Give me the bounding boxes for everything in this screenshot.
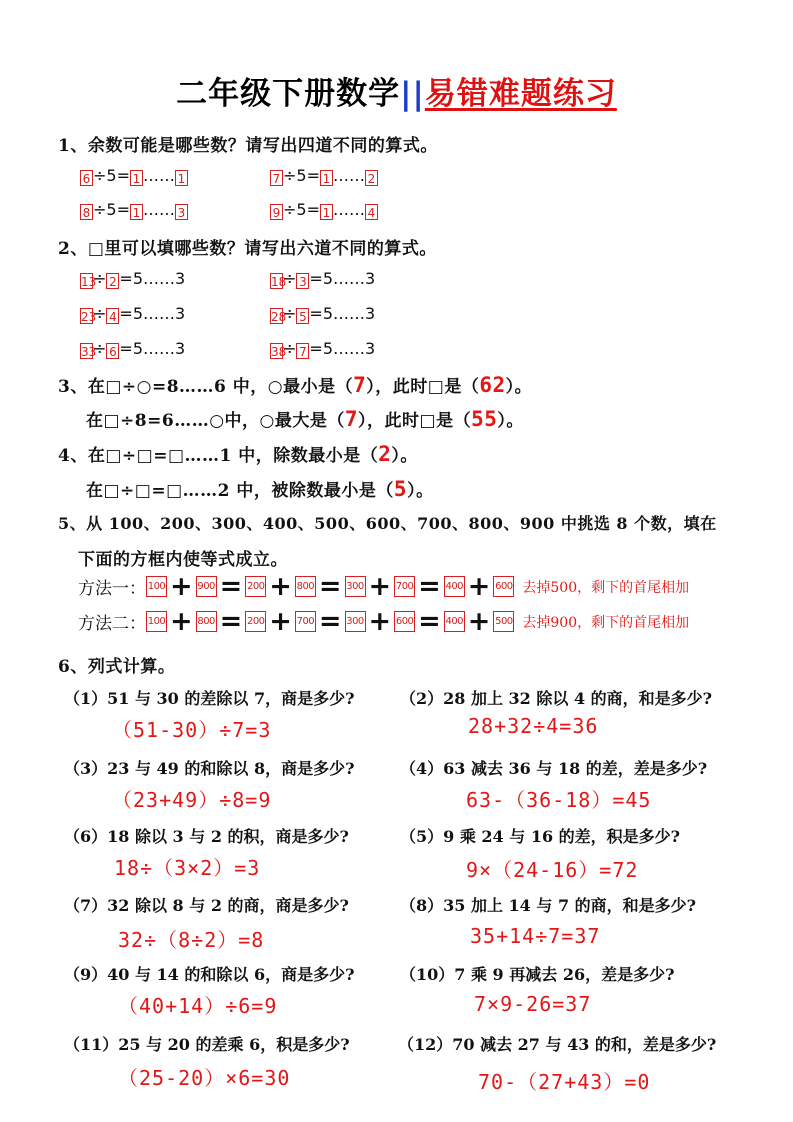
q2-item bbox=[270, 304, 375, 324]
sub-question: （11）25 与 20 的差乘 6，积是多少? bbox=[64, 1035, 350, 1054]
answer-box: 3 bbox=[296, 273, 309, 289]
answer-box: 4 bbox=[106, 308, 119, 324]
q2-item bbox=[80, 304, 185, 324]
equation-text: ÷ bbox=[93, 269, 107, 288]
question-text: 在□÷8=6……○中，○最大是（ bbox=[86, 411, 345, 431]
number-box: 600 bbox=[493, 576, 514, 597]
equation-text: …… bbox=[333, 200, 365, 219]
sub-answer: 35+14÷7=37 bbox=[470, 924, 601, 948]
number-box: 500 bbox=[493, 611, 514, 632]
title-separator: || bbox=[400, 76, 425, 112]
q2-item bbox=[270, 269, 375, 289]
equation-text: …… bbox=[143, 166, 175, 185]
answer-box: 9 bbox=[270, 204, 283, 220]
plus-sign: + bbox=[170, 571, 193, 602]
question-text: 3、在□÷○=8……6 中，○最小是（ bbox=[58, 377, 354, 397]
sub-question: （2）28 加上 32 除以 4 的商，和是多少? bbox=[400, 689, 713, 708]
equation-text: ÷5= bbox=[93, 200, 130, 219]
equation-text: =5……3 bbox=[119, 339, 186, 358]
number-box: 700 bbox=[295, 611, 316, 632]
answer-box: 1 bbox=[320, 204, 333, 220]
equation-text: =5……3 bbox=[309, 269, 376, 288]
equation-text: =5……3 bbox=[119, 304, 186, 323]
question-text: ），此时□是（ bbox=[366, 377, 480, 397]
answer-box: 18 bbox=[271, 275, 287, 289]
title-main: 二年级下册数学 bbox=[176, 76, 401, 112]
page-title bbox=[0, 68, 793, 113]
number-box: 900 bbox=[196, 576, 217, 597]
question-text: ）。 bbox=[407, 481, 434, 501]
question-3-line-2 bbox=[86, 406, 524, 431]
sub-question: （1）51 与 30 的差除以 7，商是多少? bbox=[64, 689, 355, 708]
equals-sign: = bbox=[318, 606, 342, 637]
method-note: 去掉500，剩下的首尾相加 bbox=[522, 579, 690, 596]
equation-text: …… bbox=[333, 166, 365, 185]
number-box: 800 bbox=[196, 611, 217, 632]
answer-box: 33 bbox=[81, 345, 97, 359]
equals-sign: = bbox=[418, 571, 441, 602]
answer-box: 5 bbox=[296, 308, 309, 324]
answer-box: 7 bbox=[296, 343, 309, 359]
sub-answer: 18÷（3×2）=3 bbox=[114, 856, 261, 880]
question-5-line-1: 5、从 100、200、300、400、500、600、700、800、900 中挑选 8 个数，填在 bbox=[58, 514, 717, 533]
sub-question: （5）9 乘 24 与 16 的差，积是多少? bbox=[400, 827, 681, 846]
equation-text: =5……3 bbox=[309, 304, 376, 323]
sub-answer: 32÷（8÷2）=8 bbox=[118, 928, 265, 952]
number-box: 100 bbox=[146, 576, 167, 597]
q1-item bbox=[270, 166, 378, 186]
answer-box: 8 bbox=[80, 204, 93, 220]
question-1: 1、余数可能是哪些数？请写出四道不同的算式。 bbox=[58, 136, 438, 156]
equals-sign: = bbox=[219, 606, 243, 637]
answer-box: 6 bbox=[106, 343, 119, 359]
equation-text: ÷ bbox=[283, 269, 297, 288]
answer-box: 1 bbox=[130, 170, 143, 186]
q1-item bbox=[80, 200, 188, 220]
equation-text: ÷ bbox=[283, 304, 297, 323]
sub-question: （10）7 乘 9 再减去 26，差是多少? bbox=[400, 965, 675, 984]
sub-question: （9）40 与 14 的和除以 6，商是多少? bbox=[64, 965, 355, 984]
plus-sign: + bbox=[467, 571, 491, 602]
number-box: 300 bbox=[345, 611, 366, 632]
number-box: 200 bbox=[245, 576, 266, 597]
answer-value: 62 bbox=[479, 373, 506, 397]
equals-sign: = bbox=[219, 571, 243, 602]
plus-sign: + bbox=[170, 606, 193, 637]
q2-item bbox=[270, 339, 375, 359]
equation-text: ÷ bbox=[93, 304, 107, 323]
method-note: 去掉900，剩下的首尾相加 bbox=[522, 614, 690, 631]
question-text: ）。 bbox=[391, 446, 418, 466]
answer-box: 7 bbox=[270, 170, 283, 186]
sub-question: （6）18 除以 3 与 2 的积，商是多少? bbox=[64, 827, 349, 846]
sub-question: （3）23 与 49 的和除以 8，商是多少? bbox=[64, 759, 355, 778]
question-text: ）。 bbox=[505, 377, 533, 397]
q1-item bbox=[80, 166, 188, 186]
number-box: 100 bbox=[146, 611, 167, 632]
equation-text: =5……3 bbox=[309, 339, 376, 358]
answer-value: 5 bbox=[393, 477, 408, 501]
sub-question: （4）63 减去 36 与 18 的差，差是多少? bbox=[400, 759, 708, 778]
answer-value: 7 bbox=[344, 407, 359, 431]
method-label: 方法二： bbox=[78, 614, 146, 634]
answer-box: 38 bbox=[271, 345, 287, 359]
sub-answer: 28+32÷4=36 bbox=[468, 714, 599, 738]
q2-item bbox=[80, 269, 185, 289]
plus-sign: + bbox=[368, 606, 392, 637]
number-box: 600 bbox=[394, 611, 415, 632]
equals-sign: = bbox=[318, 571, 342, 602]
number-box: 400 bbox=[444, 611, 465, 632]
question-5-line-2: 下面的方框内使等式成立。 bbox=[78, 550, 288, 570]
answer-box: 2 bbox=[106, 273, 119, 289]
equation-text: ÷ bbox=[93, 339, 107, 358]
answer-box: 1 bbox=[320, 170, 333, 186]
sub-answer: （25-20）×6=30 bbox=[118, 1066, 291, 1090]
equation-text: ÷5= bbox=[283, 166, 320, 185]
question-3-line-1 bbox=[58, 372, 532, 397]
sub-answer: 63-（36-18）=45 bbox=[466, 788, 652, 812]
number-box: 400 bbox=[444, 576, 465, 597]
sub-answer: （51-30）÷7=3 bbox=[112, 718, 272, 742]
equation-text: …… bbox=[143, 200, 175, 219]
answer-value: 2 bbox=[378, 442, 392, 466]
answer-box: 1 bbox=[175, 170, 188, 186]
question-4-line-2 bbox=[86, 476, 434, 501]
number-box: 300 bbox=[345, 576, 366, 597]
equation-text: ÷5= bbox=[283, 200, 320, 219]
method-2-row bbox=[78, 606, 689, 637]
plus-sign: + bbox=[269, 606, 292, 637]
question-6: 6、列式计算。 bbox=[58, 657, 176, 677]
sub-answer: 70-（27+43）=0 bbox=[478, 1070, 651, 1094]
plus-sign: + bbox=[269, 571, 292, 602]
answer-box: 23 bbox=[81, 310, 97, 324]
question-text: 在□÷□=□……2 中，被除数最小是（ bbox=[86, 481, 394, 501]
answer-box: 6 bbox=[80, 170, 93, 186]
question-text: ）。 bbox=[497, 411, 524, 431]
sub-answer: 7×9-26=37 bbox=[474, 992, 592, 1016]
question-4-line-1 bbox=[58, 441, 418, 466]
method-1-row bbox=[78, 571, 689, 602]
number-box: 800 bbox=[295, 576, 316, 597]
answer-box: 2 bbox=[365, 170, 378, 186]
equation-text: ÷5= bbox=[93, 166, 130, 185]
q1-item bbox=[270, 200, 378, 220]
number-box: 200 bbox=[245, 611, 266, 632]
plus-sign: + bbox=[467, 606, 491, 637]
answer-box: 4 bbox=[365, 204, 378, 220]
equation-text: =5……3 bbox=[119, 269, 186, 288]
sub-answer: （40+14）÷6=9 bbox=[118, 994, 278, 1018]
question-text: 4、在□÷□=□……1 中，除数最小是（ bbox=[58, 446, 379, 466]
title-highlight: 易错难题练习 bbox=[424, 76, 617, 112]
number-box: 700 bbox=[394, 576, 415, 597]
q2-item bbox=[80, 339, 185, 359]
answer-box: 3 bbox=[175, 204, 188, 220]
answer-value: 7 bbox=[353, 373, 367, 397]
sub-answer: 9×（24-16）=72 bbox=[466, 858, 639, 882]
sub-answer: （23+49）÷8=9 bbox=[112, 788, 272, 812]
sub-question: （8）35 加上 14 与 7 的商，和是多少? bbox=[400, 896, 697, 915]
question-2: 2、□里可以填哪些数？请写出六道不同的算式。 bbox=[58, 239, 437, 259]
sub-question: （12）70 减去 27 与 43 的和，差是多少? bbox=[398, 1035, 717, 1054]
answer-box: 13 bbox=[81, 275, 97, 289]
answer-box: 28 bbox=[271, 310, 287, 324]
answer-value: 55 bbox=[471, 407, 498, 431]
question-text: ），此时□是（ bbox=[358, 411, 472, 431]
method-label: 方法一： bbox=[78, 579, 146, 599]
plus-sign: + bbox=[368, 571, 392, 602]
equation-text: ÷ bbox=[283, 339, 297, 358]
sub-question: （7）32 除以 8 与 2 的商，商是多少? bbox=[64, 896, 349, 915]
answer-box: 1 bbox=[130, 204, 143, 220]
equals-sign: = bbox=[418, 606, 441, 637]
